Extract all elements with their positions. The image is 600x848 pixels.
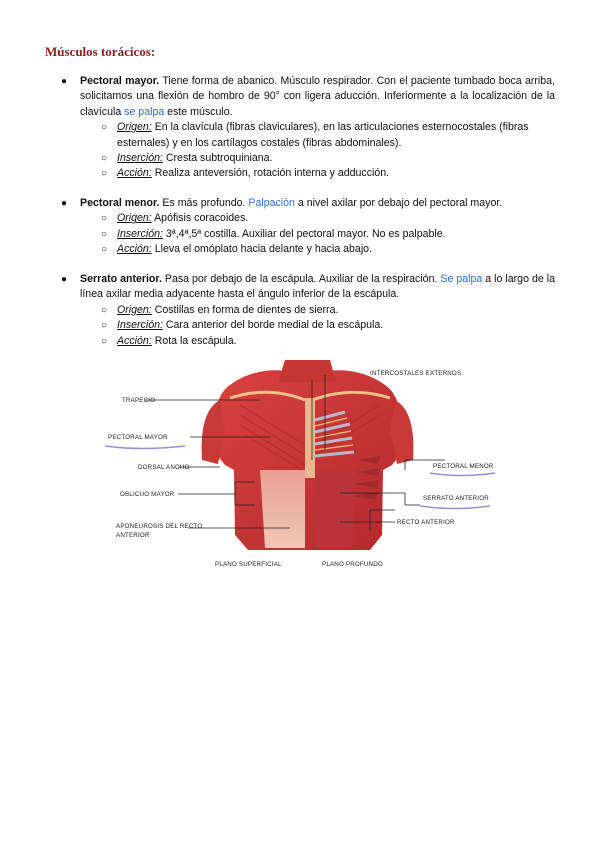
- item-label: Inserción:: [117, 152, 163, 165]
- section-pectoral-menor: [60, 196, 555, 258]
- section-serrato-anterior: [60, 272, 555, 349]
- circle-bullet-icon: ○: [101, 320, 108, 332]
- label-aponeurosis: APONEUROSIS DEL RECTO: [116, 523, 203, 530]
- list-item: [101, 303, 555, 318]
- description-text: Pasa por debajo de la escápula. Auxiliar de la respiración.: [161, 273, 441, 285]
- circle-bullet-icon: ○: [101, 213, 108, 225]
- circle-bullet-icon: ○: [101, 122, 108, 134]
- item-text: Realiza anteversión, rotación interna y adducción.: [151, 167, 390, 180]
- list-item: [101, 120, 555, 151]
- list-item: [101, 151, 555, 166]
- list-item: [101, 334, 555, 349]
- label-trapecio: TRAPECIO: [122, 397, 156, 404]
- item-label: Inserción:: [117, 227, 163, 240]
- description-text: a nivel axilar por debajo del pectoral mayor.: [294, 197, 503, 209]
- sub-list: [60, 120, 555, 182]
- description-text: a lo largo de la línea axilar media adyacente hasta el ángulo inferior de la escápula.: [80, 273, 555, 301]
- item-label: Origen:: [117, 212, 152, 225]
- label-aponeurosis-line2: ANTERIOR: [116, 532, 150, 539]
- list-item: [101, 227, 555, 242]
- bullet-dot-icon: ●: [61, 76, 68, 87]
- description-text: este músculo.: [164, 105, 233, 118]
- section-pectoral-mayor: [60, 74, 555, 182]
- bullet-item: [60, 74, 555, 120]
- circle-bullet-icon: ○: [101, 335, 108, 347]
- item-text: Costillas en forma de dientes de sierra.: [151, 303, 339, 316]
- label-pectoral-mayor: PECTORAL MAYOR: [108, 434, 168, 441]
- label-pectoral-menor: PECTORAL MENOR: [433, 463, 494, 470]
- item-text: Cresta subtroquiniana.: [162, 152, 273, 165]
- bullet-item: [60, 272, 555, 303]
- circle-bullet-icon: ○: [101, 153, 108, 165]
- item-label: Acción:: [117, 334, 152, 347]
- palpation-link[interactable]: Se palpa: [440, 273, 483, 285]
- item-label: Acción:: [117, 167, 152, 180]
- list-item: [101, 211, 555, 226]
- item-text: 3ª,4ª,5ª costilla. Auxiliar del pectoral mayor. No es palpable.: [162, 227, 446, 240]
- highlight-underline: [420, 506, 490, 509]
- label-plano-profundo: PLANO PROFUNDO: [322, 561, 383, 568]
- highlight-underline: [105, 446, 185, 449]
- palpation-link[interactable]: Palpación: [248, 197, 295, 209]
- item-text: En la clavícula (fibras claviculares), en las articulaciones esternocostales (fibras esternales) y en los cartílagos costales (fibras abdominales).: [117, 121, 529, 149]
- label-oblicuo-mayor: OBLICUO MAYOR: [120, 491, 175, 498]
- label-plano-superficial: PLANO SUPERFICIAL: [215, 561, 282, 568]
- muscle-name: Pectoral menor.: [80, 197, 160, 209]
- neck-shape: [278, 360, 336, 382]
- item-label: Acción:: [117, 243, 152, 256]
- bullet-item: [60, 196, 555, 211]
- list-item: [101, 166, 555, 181]
- muscle-name: Pectoral mayor.: [80, 75, 160, 87]
- sub-list: [60, 303, 555, 349]
- item-text: Apófisis coracoides.: [151, 212, 249, 225]
- description-text: Es más profundo.: [159, 197, 249, 209]
- bullet-dot-icon: ●: [61, 198, 68, 209]
- circle-bullet-icon: ○: [101, 244, 108, 256]
- abdomen-shape: [260, 470, 305, 548]
- anatomy-figure: [100, 360, 520, 575]
- page-title: Músculos torácicos:: [45, 44, 156, 59]
- item-label: Origen:: [117, 121, 152, 134]
- description-text: Tiene forma de abanico. Músculo respirador. Con el paciente tumbado boca arriba, solicitamos una flexión de hombro de 90° con ligera aducción. Inferiormente a la localización de la clavícula: [80, 75, 555, 118]
- sub-list: [60, 211, 555, 257]
- circle-bullet-icon: ○: [101, 228, 108, 240]
- item-label: Inserción:: [117, 319, 163, 332]
- list-item: [101, 242, 555, 257]
- item-label: Origen:: [117, 303, 152, 316]
- circle-bullet-icon: ○: [101, 304, 108, 316]
- label-intercostales: INTERCOSTALES EXTERNOS: [370, 370, 462, 377]
- item-text: Cara anterior del borde medial de la escápula.: [162, 319, 384, 332]
- circle-bullet-icon: ○: [101, 168, 108, 180]
- highlight-underline: [430, 473, 495, 476]
- palpation-link[interactable]: se palpa: [124, 105, 165, 118]
- bullet-dot-icon: ●: [61, 274, 68, 285]
- list-item: [101, 318, 555, 333]
- item-text: Lleva el omóplato hacia delante y hacia abajo.: [151, 243, 373, 256]
- item-text: Rota la escápula.: [151, 334, 237, 347]
- label-dorsal-ancho: DORSAL ANCHO: [138, 464, 190, 471]
- rectus-shape: [315, 470, 355, 548]
- muscle-name: Serrato anterior.: [80, 273, 162, 285]
- label-recto-anterior: RECTO ANTERIOR: [397, 519, 455, 526]
- sternum-shape: [305, 398, 315, 478]
- label-serrato-anterior: SERRATO ANTERIOR: [423, 495, 489, 502]
